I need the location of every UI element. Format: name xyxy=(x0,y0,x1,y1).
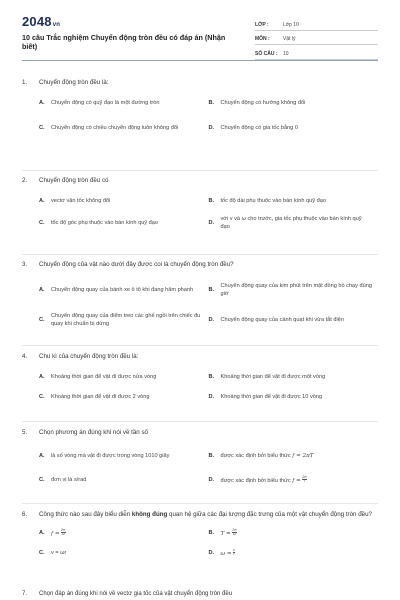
divider xyxy=(22,503,378,504)
question-text xyxy=(22,510,378,519)
option-text: Khoảng thời gian để vật đi được 10 vòng xyxy=(220,394,323,400)
option-d[interactable] xyxy=(209,113,379,143)
option-letter: C. xyxy=(39,550,45,556)
fraction xyxy=(61,529,66,538)
question-2 xyxy=(22,176,378,235)
option-letter: B. xyxy=(208,530,215,536)
denominator: r xyxy=(233,552,235,557)
option-c[interactable] xyxy=(39,113,209,143)
option-text-prefix: được xác định bởi biểu thức xyxy=(220,453,291,459)
fraction xyxy=(302,476,307,485)
site-logo[interactable] xyxy=(22,14,60,29)
option-text: Chuyển động quay của bánh xe ô tô khi đang hãm phanh xyxy=(51,287,194,293)
option-text: với v và ω cho trước, gia tốc phụ thuộc vào bán kính quỹ đạo xyxy=(220,216,362,230)
options xyxy=(39,523,378,563)
option-d[interactable] xyxy=(209,387,379,407)
option-text xyxy=(51,529,209,538)
option-letter: A. xyxy=(39,374,45,380)
option-a[interactable] xyxy=(39,275,209,305)
question-text xyxy=(22,428,378,437)
question-prompt: Chọn phương án đúng khi nói về tần số xyxy=(39,429,148,436)
option-a[interactable] xyxy=(39,523,209,543)
option-text: Chuyển động có quỹ đạo là một đường tròn xyxy=(51,100,160,106)
prompt-emphasis: không đúng xyxy=(131,511,168,518)
option-text xyxy=(221,476,379,485)
formula-lhs: f = xyxy=(292,477,301,484)
meta-value: Vật lý xyxy=(283,36,296,42)
logo-main: 2048 xyxy=(22,14,52,29)
option-text xyxy=(221,529,379,538)
question-number: 5. xyxy=(22,429,28,436)
question-text xyxy=(22,352,378,361)
page-title: 10 câu Trắc nghiệm Chuyển động tròn đều có đáp án (Nhận biết) xyxy=(22,33,226,51)
divider xyxy=(22,254,378,255)
option-b[interactable] xyxy=(209,191,379,211)
option-letter: A. xyxy=(39,198,45,204)
option-text: Chuyển động có gia tốc bằng 0 xyxy=(220,125,298,131)
denominator: ω xyxy=(233,532,236,537)
option-letter: C. xyxy=(39,317,45,323)
option-text: Chuyển động quay của điểm treo các ghế ngồi trên chiếc đu quay khi chuẩn bị dừng xyxy=(51,313,201,327)
option-text: Chuyển động quay của cánh quạt khi vừa tắt điện xyxy=(220,317,344,323)
option-c[interactable] xyxy=(39,469,209,491)
option-letter: B. xyxy=(208,198,215,204)
option-c[interactable] xyxy=(39,387,209,407)
question-7-partial xyxy=(22,591,378,597)
fraction xyxy=(232,529,237,538)
option-letter: D. xyxy=(208,550,215,556)
numerator: 2π xyxy=(302,474,307,479)
fraction xyxy=(233,549,236,558)
option-b[interactable] xyxy=(209,443,379,469)
option-b[interactable] xyxy=(209,275,379,305)
option-text: Chuyển động quay của kim phút trên mặt đồng hồ chạy đúng giờ xyxy=(220,283,372,297)
question-prompt: Chuyển động tròn đều có xyxy=(39,177,109,184)
option-b[interactable] xyxy=(209,523,379,543)
option-text: tốc độ góc phụ thuộc vào bán kính quỹ đạo xyxy=(51,220,158,226)
question-number: 3. xyxy=(22,261,28,268)
formula: f = 2πT xyxy=(292,453,314,459)
options xyxy=(39,443,378,491)
logo-suffix: vn xyxy=(52,22,61,28)
question-number: 6. xyxy=(22,511,28,518)
divider xyxy=(22,170,378,171)
divider xyxy=(22,421,378,422)
option-text xyxy=(221,549,379,558)
question-prompt: Chuyển động tròn đều là: xyxy=(39,79,109,86)
option-letter: D. xyxy=(208,394,215,400)
options xyxy=(39,275,378,335)
meta-key: LỚP : xyxy=(255,21,269,28)
option-letter: C. xyxy=(39,125,45,131)
numerator: v xyxy=(233,547,235,552)
option-letter: B. xyxy=(208,287,215,293)
question-text xyxy=(22,176,378,185)
option-letter: A. xyxy=(39,453,45,459)
question-1 xyxy=(22,78,378,143)
option-letter: D. xyxy=(208,220,215,226)
question-prompt: Chuyển động của vật nào dưới đây được coi là chuyển động tròn đều? xyxy=(39,261,234,268)
option-letter: B. xyxy=(208,100,215,106)
option-text: đơn vị là s/rad xyxy=(51,477,87,483)
option-letter: C. xyxy=(39,220,45,226)
denominator: ω xyxy=(61,532,65,537)
option-text: Khoảng thời gian để vật đi được nửa vòng xyxy=(51,374,157,380)
option-d[interactable] xyxy=(209,211,379,235)
option-c[interactable] xyxy=(39,543,209,563)
denominator: T xyxy=(303,479,306,484)
formula-lhs: T = xyxy=(220,530,231,537)
option-text xyxy=(221,452,379,460)
question-number: 7. xyxy=(22,591,28,597)
option-d[interactable] xyxy=(209,469,379,491)
option-text: Khoảng thời gian để vật đi được 2 vòng xyxy=(51,394,150,400)
option-a[interactable] xyxy=(39,191,209,211)
option-letter: B. xyxy=(208,453,215,459)
question-6 xyxy=(22,510,378,563)
option-text: Khoảng thời gian để vật đi được một vòng xyxy=(220,374,326,380)
numerator: 2π xyxy=(61,527,66,532)
meta-key: MÔN : xyxy=(255,36,270,42)
option-text-prefix: được xác định bởi biểu thức xyxy=(220,477,291,484)
option-d[interactable] xyxy=(209,305,379,335)
meta-value: Lớp 10 xyxy=(283,21,299,28)
meta-row-class xyxy=(255,16,378,31)
prompt-part: quan hệ giữa các đại lượng đặc trưng của một vật chuyển động tròn đều? xyxy=(167,511,372,518)
question-4 xyxy=(22,352,378,407)
option-a[interactable] xyxy=(39,93,209,113)
question-number: 1. xyxy=(22,79,28,86)
meta-value: 10 xyxy=(283,50,289,57)
option-text: Chuyển động có hướng không đổi xyxy=(220,100,306,106)
option-letter: D. xyxy=(208,477,215,483)
option-b[interactable] xyxy=(209,367,379,387)
meta-row-count xyxy=(255,45,378,60)
question-5 xyxy=(22,428,378,491)
option-text: tốc độ dài phụ thuộc vào bán kính quỹ đạo xyxy=(220,198,326,204)
option-letter: A. xyxy=(39,100,45,106)
question-3 xyxy=(22,260,378,335)
option-a[interactable] xyxy=(39,443,209,469)
formula-lhs: f = xyxy=(51,530,60,537)
question-prompt: Chu kì của chuyển động tròn đều là: xyxy=(39,353,139,360)
option-d[interactable] xyxy=(209,543,379,563)
options xyxy=(39,191,378,235)
prompt-part: Công thức nào sau đây biểu diễn xyxy=(39,511,132,518)
question-prompt xyxy=(39,510,378,519)
option-letter: C. xyxy=(39,477,45,483)
options xyxy=(39,93,378,143)
option-letter: D. xyxy=(208,125,215,131)
option-letter: D. xyxy=(208,317,215,323)
options xyxy=(39,367,378,407)
meta-row-subject xyxy=(255,31,378,46)
option-letter: B. xyxy=(208,374,215,380)
option-text: Chuyển động có chiều chuyển động luôn không đổi xyxy=(51,125,179,131)
divider xyxy=(22,345,378,346)
numerator: 2π xyxy=(232,527,237,532)
option-letter: C. xyxy=(39,394,45,400)
option-c[interactable] xyxy=(39,211,209,235)
question-text xyxy=(22,260,378,269)
option-a[interactable] xyxy=(39,367,209,387)
question-prompt: Chọn đáp án đúng khi nói về vectơ gia tốc của vật chuyển động tròn đều xyxy=(39,591,233,597)
option-text: v = ωr xyxy=(51,550,67,556)
option-text: vectơ vận tốc không đổi xyxy=(51,198,111,204)
page-header xyxy=(22,14,378,61)
option-letter: A. xyxy=(39,287,45,293)
question-text xyxy=(22,78,378,87)
question-number: 4. xyxy=(22,353,28,360)
option-letter: A. xyxy=(39,530,45,536)
meta-key: SỐ CÂU : xyxy=(255,50,278,57)
formula-lhs: ω = xyxy=(220,550,232,557)
option-c[interactable] xyxy=(39,305,209,335)
option-b[interactable] xyxy=(209,93,379,113)
meta-table xyxy=(255,16,378,60)
question-number: 2. xyxy=(22,177,28,184)
option-text: là số vòng mà vật đi được trong vòng 1010 giây xyxy=(51,453,170,459)
